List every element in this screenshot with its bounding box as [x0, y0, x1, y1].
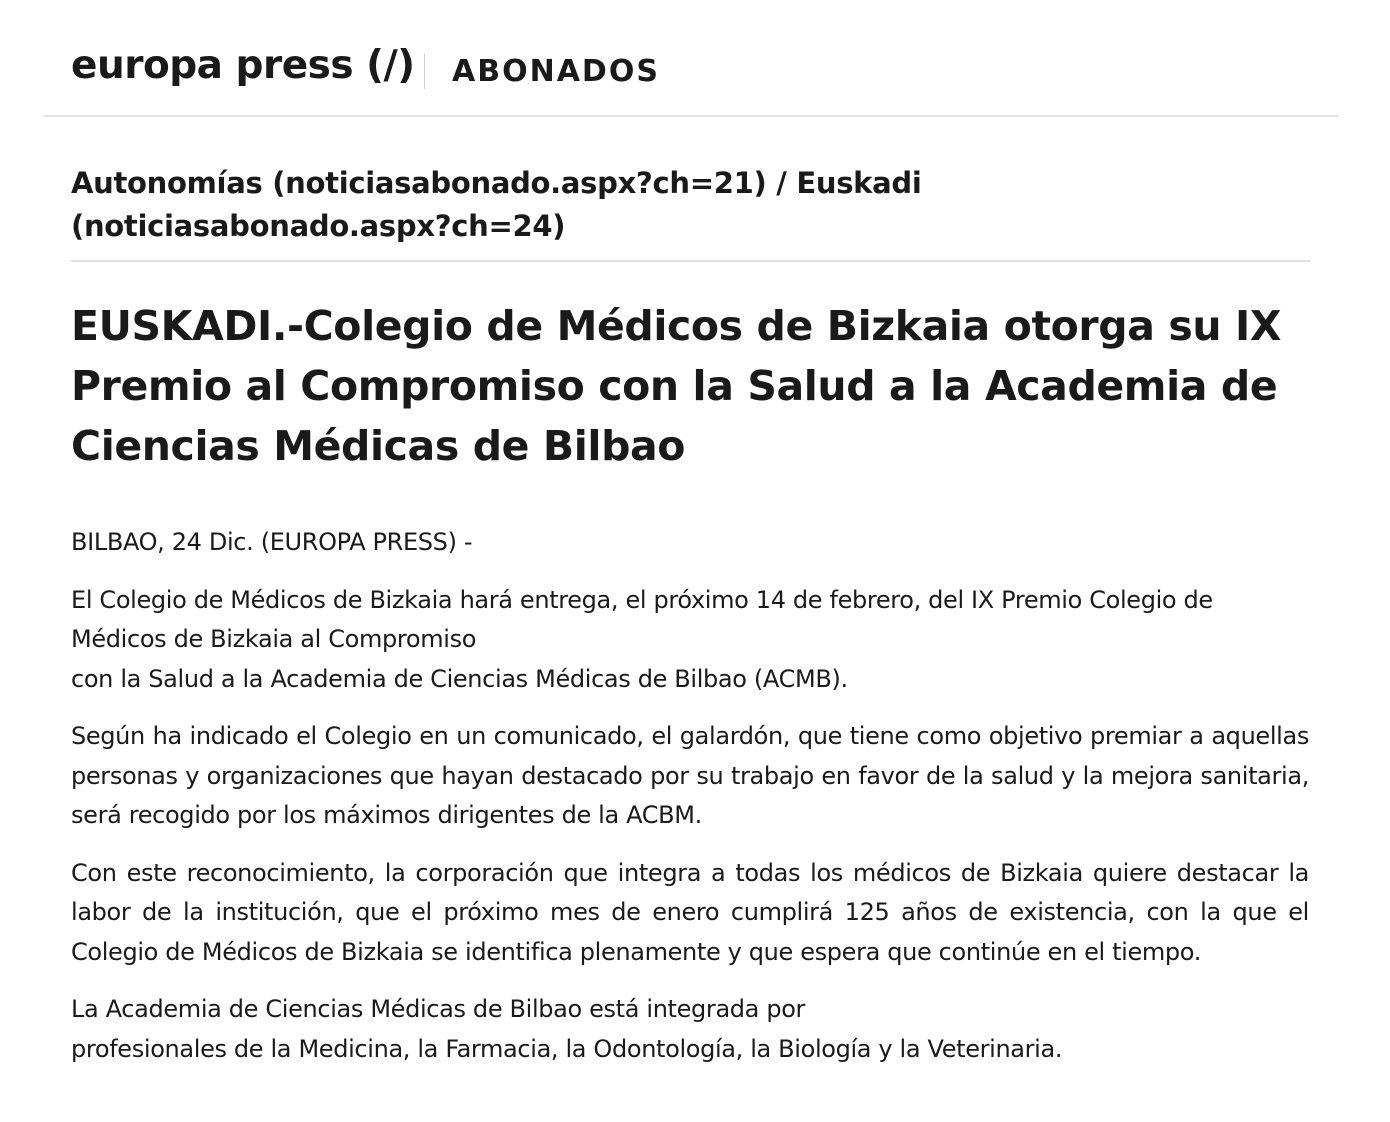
- article-paragraph-3: Con este reconocimiento, la corporación que integra a todas los médicos de Bizkaia quiere destacar la labor de la institución, que el próximo mes de enero cumplirá 125 años de existencia, con la que el Colegio de Médicos de Bizkaia se identifica plenamente y que espera que continúe en el tiempo.: [71, 858, 1309, 966]
- paragraph-1-line-1: El Colegio de Médicos de Bizkaia hará entrega, el próximo 14 de febrero, del IX Premio Colegio de Médicos de Bizkaia al Compromiso: [71, 585, 1213, 653]
- header-divider: [424, 54, 425, 89]
- paragraph-4-line-2: profesionales de la Medicina, la Farmacia, la Odontología, la Biología y la Veterinaria.: [71, 1034, 1063, 1063]
- article-paragraph-4: [71, 990, 1309, 1069]
- article-body: [71, 523, 1309, 1087]
- section-label: ABONADOS: [452, 54, 660, 89]
- paragraph-1-line-2: con la Salud a la Academia de Ciencias Médicas de Bilbao (ACMB).: [71, 664, 848, 693]
- breadcrumb-divider: [71, 260, 1311, 262]
- breadcrumb-link-euskadi[interactable]: Euskadi (noticiasabonado.aspx?ch=24): [71, 166, 922, 243]
- site-header: [44, 0, 1339, 117]
- article-paragraph-1: [71, 581, 1309, 700]
- article-dateline: BILBAO, 24 Dic. (EUROPA PRESS) -: [71, 528, 473, 556]
- breadcrumb-separator: /: [766, 166, 797, 200]
- paragraph-4-line-1: La Academia de Ciencias Médicas de Bilbao está integrada por: [71, 995, 806, 1023]
- breadcrumb: [71, 162, 1311, 248]
- article-paragraph-2: Según ha indicado el Colegio en un comunicado, el galardón, que tiene como objetivo premiar a aquellas personas y organizaciones que hayan destacado por su trabajo en favor de la salud y la mejora sanitaria, será recogido por los máximos dirigentes de la ACBM.: [71, 722, 1309, 829]
- breadcrumb-link-autonomias[interactable]: Autonomías (noticiasabonado.aspx?ch=21): [71, 166, 767, 200]
- brand-logo-link[interactable]: europa press (/): [71, 43, 415, 88]
- article-title: EUSKADI.-Colegio de Médicos de Bizkaia otorga su IX Premio al Compromiso con la Salud a la Academia de Ciencias Médicas de Bilbao: [71, 302, 1282, 470]
